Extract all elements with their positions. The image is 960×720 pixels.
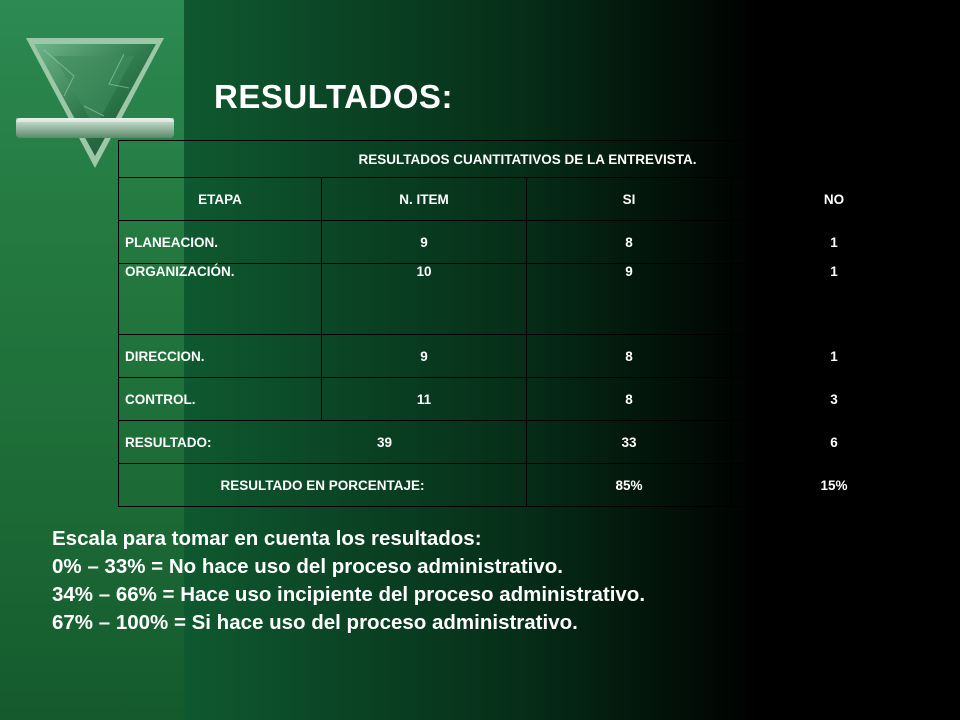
table-row <box>119 378 937 421</box>
row-no: 3 <box>732 378 937 421</box>
header-etapa: ETAPA <box>119 178 322 221</box>
row-si: 8 <box>527 221 732 264</box>
scale-line: 67% – 100% = Si hace uso del proceso administrativo. <box>52 611 578 634</box>
header-n-item: N. ITEM <box>322 178 527 221</box>
scale-line: 34% – 66% = Hace uso incipiente del proceso administrativo. <box>52 583 646 606</box>
row-etapa: CONTROL. <box>119 378 322 421</box>
header-si: SI <box>527 178 732 221</box>
result-item-total: 39 <box>376 434 392 450</box>
table-caption: RESULTADOS CUANTITATIVOS DE LA ENTREVISTA. <box>119 141 937 178</box>
table-row <box>119 221 937 264</box>
result-no-total: 6 <box>732 421 937 464</box>
row-si: 8 <box>527 378 732 421</box>
result-row <box>119 421 937 464</box>
row-item: 10 <box>322 264 527 335</box>
row-item: 11 <box>322 378 527 421</box>
scale-heading: Escala para tomar en cuenta los resultados: <box>52 527 482 550</box>
row-no: 1 <box>732 264 937 335</box>
result-label: RESULTADO: <box>125 434 212 450</box>
page-title: RESULTADOS: <box>214 78 453 115</box>
row-si: 8 <box>527 335 732 378</box>
result-si-total: 33 <box>527 421 732 464</box>
row-si: 9 <box>527 264 732 335</box>
percent-no: 15% <box>732 464 937 507</box>
percent-label: RESULTADO EN PORCENTAJE: <box>119 464 527 507</box>
scale-line: 0% – 33% = No hace uso del proceso administrativo. <box>52 555 563 578</box>
row-etapa: ORGANIZACIÓN. <box>119 264 322 335</box>
results-scale <box>52 525 932 637</box>
row-no: 1 <box>732 335 937 378</box>
row-item: 9 <box>322 221 527 264</box>
percent-row <box>119 464 937 507</box>
result-cell <box>119 421 527 464</box>
table-row <box>119 264 937 335</box>
table-row <box>119 335 937 378</box>
row-etapa: PLANEACION. <box>119 221 322 264</box>
results-table <box>118 140 937 507</box>
row-item: 9 <box>322 335 527 378</box>
percent-si: 85% <box>527 464 732 507</box>
row-etapa: DIRECCION. <box>119 335 322 378</box>
header-no: NO <box>732 178 937 221</box>
row-no: 1 <box>732 221 937 264</box>
